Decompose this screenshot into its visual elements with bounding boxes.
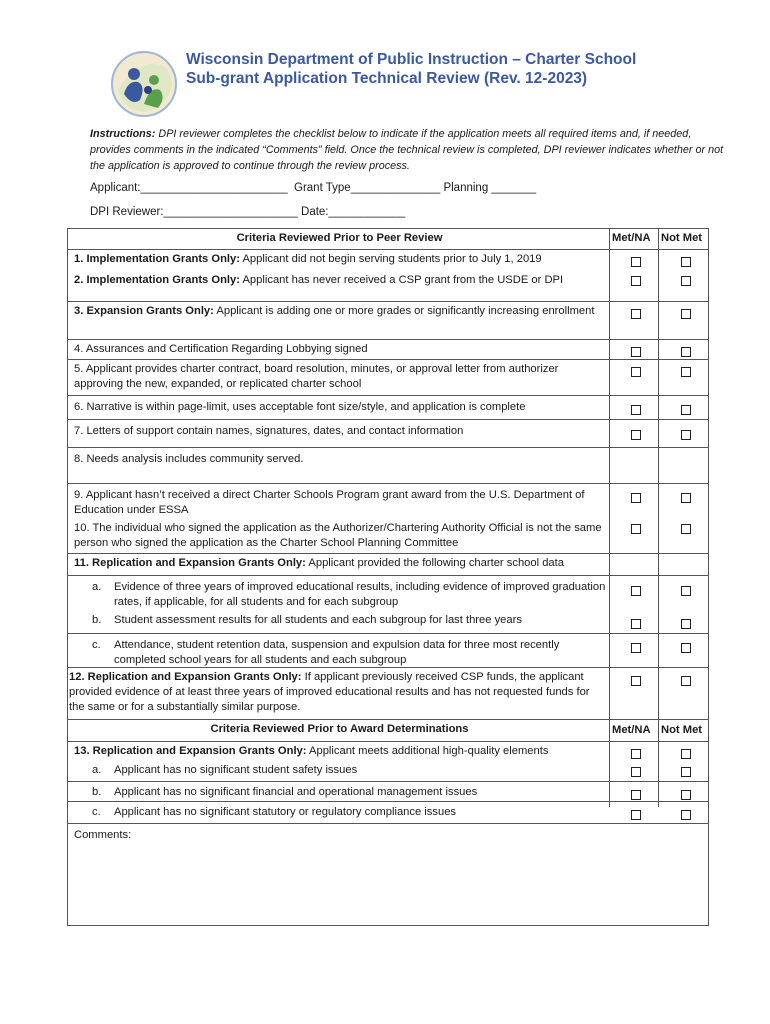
- met-checkbox[interactable]: [631, 309, 641, 319]
- met-na-column-header: Met/NA: [612, 724, 651, 736]
- title-line-2: Sub-grant Application Technical Review (Rev. 12-2023): [186, 70, 588, 87]
- met-checkbox[interactable]: [631, 405, 641, 415]
- table-row: [68, 553, 708, 575]
- not-met-checkbox[interactable]: [681, 767, 691, 777]
- not-met-checkbox[interactable]: [681, 257, 691, 267]
- not-met-checkbox[interactable]: [681, 405, 691, 415]
- not-met-checkbox[interactable]: [681, 347, 691, 357]
- not-met-checkbox[interactable]: [681, 524, 691, 534]
- section-header-peer-review: Criteria Reviewed Prior to Peer Review: [236, 232, 443, 244]
- reviewer-line: [90, 206, 405, 218]
- table-row: [68, 419, 708, 447]
- date-field[interactable]: Date:____________: [301, 206, 406, 218]
- table-row: b. Applicant has no significant financial and operational management issues: [68, 781, 708, 803]
- document-title: [186, 50, 636, 88]
- not-met-checkbox[interactable]: [681, 676, 691, 686]
- section-header-row: [68, 719, 708, 739]
- not-met-checkbox[interactable]: [681, 586, 691, 596]
- not-met-column-header: Not Met: [661, 724, 703, 736]
- instructions-label: Instructions:: [90, 128, 156, 140]
- met-checkbox[interactable]: [631, 749, 641, 759]
- not-met-checkbox[interactable]: [681, 749, 691, 759]
- table-row: b. Student assessment results for all students and each subgroup for last three years: [68, 613, 708, 635]
- review-checklist-table: [67, 228, 709, 926]
- table-row: [68, 667, 708, 717]
- not-met-column-header: Not Met: [661, 232, 703, 244]
- not-met-checkbox[interactable]: [681, 276, 691, 286]
- title-line-1: Wisconsin Department of Public Instruction – Charter School: [186, 51, 637, 68]
- met-na-column-header: Met/NA: [612, 232, 651, 244]
- criterion: 12. Replication and Expansion Grants Only: If applicant previously received CSP funds, the applicant provided evidence of at least three years of improved educational results and has not requested funds for the same or for a substantially similar purpose.: [69, 671, 590, 713]
- met-checkbox[interactable]: [631, 810, 641, 820]
- table-row: a. Applicant has no significant student safety issues: [68, 761, 708, 781]
- met-checkbox[interactable]: [631, 430, 641, 440]
- criterion: 7. Letters of support contain names, signatures, dates, and contact information: [74, 425, 464, 437]
- met-checkbox[interactable]: [631, 367, 641, 377]
- not-met-checkbox[interactable]: [681, 309, 691, 319]
- met-checkbox[interactable]: [631, 257, 641, 267]
- met-checkbox[interactable]: [631, 676, 641, 686]
- planning-field[interactable]: Planning _______: [443, 182, 537, 194]
- not-met-checkbox[interactable]: [681, 430, 691, 440]
- criterion: 9. Applicant hasn’t received a direct Charter Schools Program grant award from the U.S. Department of Education under ESSA: [74, 489, 585, 516]
- criterion: 4. Assurances and Certification Regarding Lobbying signed: [74, 343, 368, 355]
- not-met-checkbox[interactable]: [681, 643, 691, 653]
- table-row: [68, 741, 708, 761]
- table-row: [68, 519, 708, 555]
- met-checkbox[interactable]: [631, 524, 641, 534]
- reviewer-field[interactable]: DPI Reviewer:_____________________: [90, 206, 298, 218]
- dpi-logo: [110, 50, 178, 118]
- applicant-field[interactable]: Applicant:_______________________: [90, 182, 291, 194]
- applicant-line: [90, 182, 536, 194]
- table-row: [68, 249, 708, 271]
- met-checkbox[interactable]: [631, 347, 641, 357]
- met-checkbox[interactable]: [631, 586, 641, 596]
- criterion: 2. Implementation Grants Only: Applicant has never received a CSP grant from the USDE or DPI: [74, 274, 564, 286]
- table-row: a. Evidence of three years of improved educational results, including evidence of improved graduation rates, if applicable, for all students and for each subgroup: [68, 575, 708, 613]
- not-met-checkbox[interactable]: [681, 367, 691, 377]
- criterion: 5. Applicant provides charter contract, board resolution, minutes, or approval letter from authorizer approving the new, expanded, or replicated charter school: [74, 363, 559, 390]
- instructions: [90, 126, 730, 174]
- met-checkbox[interactable]: [631, 643, 641, 653]
- table-row: [68, 359, 708, 395]
- criterion: 11. Replication and Expansion Grants Only: Applicant provided the following charter school data: [74, 557, 564, 569]
- instructions-text: DPI reviewer completes the checklist below to indicate if the application meets all required items and, if needed, provides comments in the indicated “Comments” field. Once the technical review is completed, DPI reviewer indicates whether or not the application is approved to continue through the review process.: [90, 128, 724, 172]
- met-checkbox[interactable]: [631, 767, 641, 777]
- criterion: 13. Replication and Expansion Grants Only: Applicant meets additional high-quality elements: [74, 745, 549, 757]
- table-row: [68, 483, 708, 519]
- comments-label: Comments:: [74, 829, 132, 841]
- not-met-checkbox[interactable]: [681, 810, 691, 820]
- met-checkbox[interactable]: [631, 619, 641, 629]
- grant-type-field[interactable]: Grant Type______________: [294, 182, 441, 194]
- criterion: 3. Expansion Grants Only: Applicant is adding one or more grades or significantly increasing enrollment: [74, 305, 595, 317]
- section-header-award-determinations: Criteria Reviewed Prior to Award Determinations: [210, 723, 469, 735]
- criterion: 6. Narrative is within page-limit, uses acceptable font size/style, and application is complete: [74, 401, 526, 413]
- met-checkbox[interactable]: [631, 276, 641, 286]
- table-row: [68, 301, 708, 339]
- comments-box[interactable]: [68, 823, 708, 927]
- criterion: 10. The individual who signed the application as the Authorizer/Chartering Authority Official is not the same person who signed the application as the Charter School Planning Committee: [74, 522, 602, 549]
- section-header-row: [68, 229, 708, 249]
- criterion: 1. Implementation Grants Only: Applicant did not begin serving students prior to July 1, 2019: [74, 253, 542, 265]
- table-row: [68, 447, 708, 483]
- table-row: c. Applicant has no significant statutory or regulatory compliance issues: [68, 801, 708, 825]
- table-row: [68, 339, 708, 361]
- table-row: [68, 395, 708, 419]
- criterion: 8. Needs analysis includes community served.: [74, 453, 304, 465]
- not-met-checkbox[interactable]: [681, 790, 691, 800]
- met-checkbox[interactable]: [631, 493, 641, 503]
- not-met-checkbox[interactable]: [681, 493, 691, 503]
- not-met-checkbox[interactable]: [681, 619, 691, 629]
- met-checkbox[interactable]: [631, 790, 641, 800]
- table-row: c. Attendance, student retention data, suspension and expulsion data for three most recently completed school years for all students and each subgroup: [68, 633, 708, 669]
